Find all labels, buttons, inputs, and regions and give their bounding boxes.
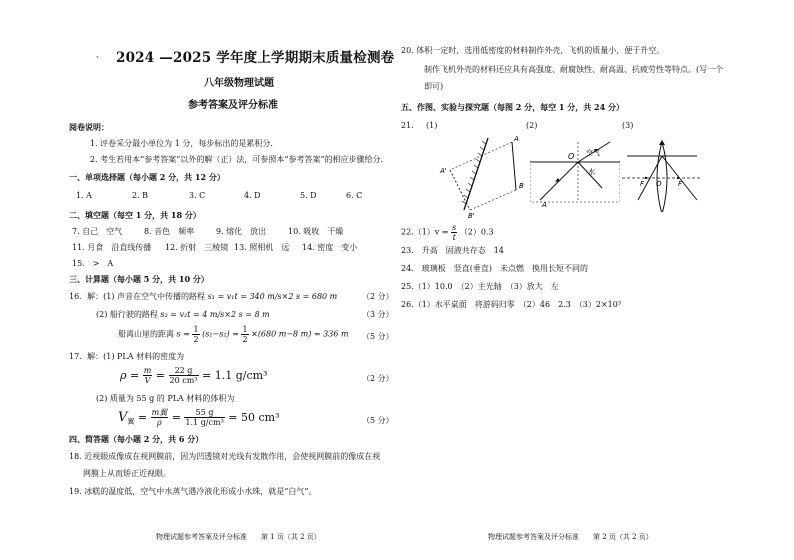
section-1-heading: 一、单项选择题（每小题 2 分，共 12 分） [69, 172, 225, 182]
q16-half-den-2: 2 [242, 335, 248, 344]
q17-eq-sign: = [155, 369, 165, 382]
q16-part3 [118, 325, 349, 344]
fill-13: 13. 照相机 远 [234, 243, 290, 252]
label-b-prime: B' [468, 212, 475, 218]
q16-part1-text: 16．解：(1) 声音在空气中传播的路程 [69, 292, 206, 301]
section-4-heading: 四、简答题（每小题 2 分，共 6 分） [69, 434, 204, 444]
lens-top-arrow [659, 140, 665, 145]
label-f-left: F [640, 180, 645, 188]
q17-result: = 1.1 g/cm³ [202, 369, 268, 382]
q17b-m: m翼 [151, 408, 168, 417]
section-5-heading: 五、作图、实验与探究题（每图 2 分，每空 1 分，共 24 分） [401, 102, 624, 112]
q17-rho: ρ = [120, 369, 140, 382]
q16-part3-tail: ×(680 m−8 m) = 336 m [251, 329, 349, 339]
q17b-den: 1.1 g/cm³ [185, 418, 224, 427]
label-b: B [519, 182, 524, 190]
q17-part2-score: （5 分） [362, 416, 394, 425]
fill-10: 10. 吸收 干燥 [288, 227, 344, 236]
q20-line-1: 20. 体积一定时，选用低密度的材料制作外壳，飞机的质量小，便于升空。 [401, 46, 665, 55]
q16-part1 [69, 292, 337, 302]
q21-part3-label: (3) [622, 121, 634, 130]
q17b-m-over-rho [151, 408, 169, 427]
q17-part2-equation [118, 408, 280, 427]
q19-answer: 19. 冰糕的温度低，空气中水蒸气遇冷液化形成小水珠，就是“白气”。 [69, 487, 317, 496]
q17-part1-score: （2 分） [362, 374, 394, 383]
q17-num: 22 g [169, 366, 199, 376]
q17-value-fraction [169, 366, 199, 385]
label-water: 水 [588, 168, 595, 176]
note-2: 2. 考生若用本“参考答案”以外的解（正）法，可参照本“参考答案”的相应步骤给分. [90, 155, 384, 164]
fill-7: 7. 自己 空气 [72, 227, 123, 236]
label-o: O [568, 152, 575, 161]
label-air: 空气 [586, 149, 600, 157]
page-title: 2024 —2025 学年度上学期期末质量检测卷 [116, 50, 395, 66]
fill-15: 15. > A [72, 259, 114, 268]
q17b-num: 55 g [184, 408, 224, 418]
section-3-heading: 三、计算题（每小题 5 分，共 10 分） [69, 274, 209, 284]
refraction-figure [530, 138, 620, 208]
q22-answer [401, 223, 494, 242]
fill-8: 8. 音色 频率 [144, 227, 195, 236]
q17-part1-intro: 17．解：(1) PLA 材料的密度为 [69, 352, 185, 361]
q17-part1-equation [120, 366, 267, 385]
q16-half-den: 2 [193, 335, 199, 344]
q16-half-num: 1 [193, 325, 199, 334]
fill-9: 9. 熔化 放出 [216, 227, 267, 236]
q17-part2-intro: (2) 质量为 55 g 的 PLA 材料的体积为 [96, 394, 235, 403]
q17b-rho: ρ [157, 418, 162, 427]
q22-num: s [452, 223, 457, 232]
section-2-heading: 二、填空题（每空 1 分，共 18 分） [69, 210, 201, 220]
fill-14: 14. 密度 变小 [302, 243, 358, 252]
q16-part3-mid: (s₁−s₂) = [202, 329, 239, 339]
q18-line-1: 18. 近视眼成像成在视网膜前，因为凹透镜对光线有发散作用，会使视网膜前的像成在视 [69, 452, 381, 461]
q17b-eq-sign: = [137, 411, 148, 424]
q17-den: 20 cm³ [169, 376, 198, 385]
q16-part2-equation: s₂ = v₂t = 4 m/s×2 s = 8 m [160, 310, 270, 319]
focus-right [677, 177, 679, 179]
q18-line-2: 网膜上从而矫正近视眼。 [83, 469, 171, 478]
q21-part1-label: (1) [426, 121, 438, 130]
q16-part2-score: （3 分） [362, 310, 394, 319]
q16-half-fraction-2 [241, 325, 248, 344]
answer-6: 6. C [346, 191, 363, 200]
fill-11: 11. 月食 沿直线传播 [72, 243, 152, 252]
q16-part2 [96, 310, 270, 320]
q17b-eq-sign-2: = [171, 411, 181, 424]
answer-5: 5. D [300, 191, 317, 200]
answer-3: 3. C [189, 191, 206, 200]
q16-part3-score: （5 分） [362, 332, 394, 341]
q16-half-num-2: 1 [242, 325, 248, 334]
q17-v: V [144, 376, 151, 385]
q24-answer: 24. 玻璃板 竖直(垂直) 未点燃 换用长短不同的 [401, 264, 588, 273]
q17b-v: V [118, 410, 128, 425]
note-1: 1. 评卷采分最小单位为 1 分，每步标出的是累积分. [90, 139, 273, 148]
convex-lens [657, 142, 667, 212]
q16-part3-s: s = [176, 329, 190, 339]
answer-2: 2. B [132, 191, 149, 200]
q16-part1-equation: s₁ = v₁t = 340 m/s×2 s = 680 m [207, 292, 338, 301]
construct-line-b [470, 190, 516, 210]
q20-line-2: 制作飞机外壳的材料还应具有高强度、耐腐蚀性、耐高温、抗疲劳性等特点。(写一个 [424, 65, 724, 74]
construct-line-a [450, 142, 512, 170]
q20-line-3: 即可) [424, 82, 444, 91]
corner-mark: 、 [96, 50, 104, 59]
q22-fraction [451, 223, 457, 242]
q23-answer: 23. 升高 固液共存态 14 [401, 246, 504, 255]
q21-part2-label: (2) [526, 121, 538, 130]
q16-part1-score: （2 分） [362, 292, 394, 301]
answer-1: 1. A [76, 191, 92, 200]
label-a-prime: A' [440, 167, 447, 175]
mirror-figure [420, 130, 532, 218]
q22-pre: 22.（1）v = [401, 227, 449, 237]
q21-label: 21. [401, 121, 414, 130]
q22-tail: （2）0.3 [459, 227, 494, 237]
q16-half-fraction [192, 325, 199, 344]
q16-part2-text: (2) 船行驶的路程 [96, 310, 158, 319]
q17-m-over-v [143, 366, 153, 385]
label-f-right: F [678, 180, 683, 188]
object-ab [512, 142, 516, 190]
notes-heading: 阅卷说明： [69, 122, 109, 132]
q16-part3-text: 船离山崖的距离 [118, 329, 174, 339]
mirror-hatching [462, 141, 486, 204]
q26-answer: 26.（1）水平桌面 将游码归零 （2）46 2.3 （3）2×10³ [401, 300, 622, 309]
q17b-result: = 50 cm³ [228, 411, 280, 424]
answer-key-title: 参考答案及评分标准 [188, 100, 278, 111]
q25-answer: 25.（1）10.0 （2）主光轴 （3）放大 左 [401, 282, 559, 291]
fill-12: 12. 折射 三棱镜 [165, 243, 229, 252]
q22-den: t [452, 233, 456, 242]
label-o-lens: O [656, 180, 662, 188]
q17b-value-fraction [184, 408, 224, 427]
q17b-v-sub: 翼 [127, 417, 135, 426]
label-a: A [514, 135, 519, 143]
lens-figure [622, 134, 702, 212]
q17-m: m [143, 366, 152, 375]
focus-left [645, 177, 647, 179]
subject-title: 八年级物理试题 [204, 78, 274, 89]
label-a2: A [542, 201, 547, 208]
answer-4: 4. D [244, 191, 261, 200]
footer-page-2: 物理试题参考答案及评分标准 第 2 页（共 2 页） [488, 533, 653, 541]
footer-page-1: 物理试题参考答案及评分标准 第 1 页（共 2 页） [156, 533, 321, 541]
